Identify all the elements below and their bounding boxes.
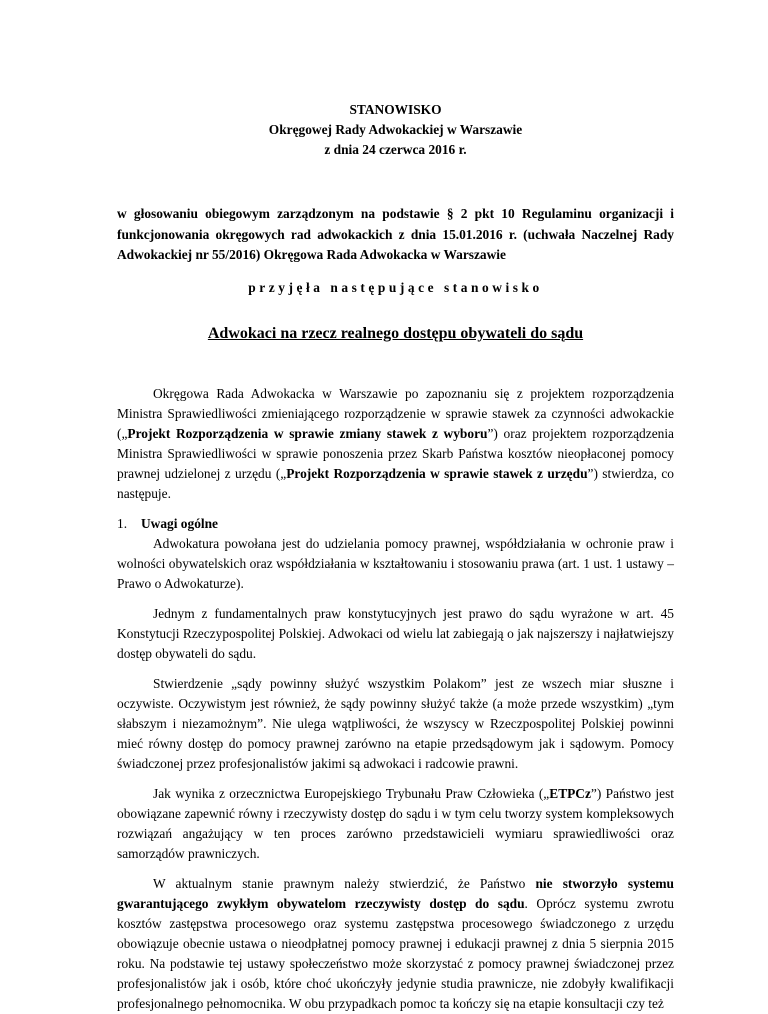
paragraph-1 [117,384,674,504]
date-line: z dnia 24 czerwca 2016 r. [324,142,467,157]
paragraph-2: Adwokatura powołana jest do udzielania pomocy prawnej, współdziałania w ochronie praw i wolności obywatelskich oraz współdziałania w kształtowaniu i stosowaniu prawa (art. 1 ust. 1 ustawy – Prawo o Adwokaturze). [117,535,674,591]
paragraph-5 [117,784,674,864]
paragraph-3: Jednym z fundamentalnych praw konstytucyjnych jest prawo do sądu wyrażone w art. 45 Konstytucji Rzeczypospolitej Polskiej. Adwokaci od wielu lat zabiegają o jak najszerszy i najłatwiejszy dostęp obywateli do sądu. [117,605,674,661]
issuer-line: Okręgowej Rady Adwokackiej w Warszawie [268,122,523,137]
p5-text-a: Jak wynika z orzecznictwa Europejskiego Trybunału Praw Człowieka („ [153,785,550,801]
document-body [117,100,674,1014]
p1-text-a: Okręgowa Rada Adwokacka w Warszawie po zapoznaniu się z projektem rozporządzenia Ministra Sprawiedliwości zmieniającego rozporządzenie w sprawie stawek za czynności adwokackie („ [117,385,674,441]
doc-title: STANOWISKO [349,102,442,117]
section-1-heading [117,514,674,534]
adopted-line: przyjęła następujące stanowisko [248,279,543,295]
p5-bold-b: ETPCz [549,785,591,801]
paragraph-6 [117,874,674,1014]
p5-text-c: ”) Państwo jest obowiązane zapewnić równy i rzeczywisty dostęp do sądu i w tym celu tworzy system kompleksowych rozwiązań angażujący w ten proces zarówno przedstawicieli wymiaru sprawiedliwości oraz samorządów prawniczych. [117,785,675,861]
p6-bold-b: nie stworzyło systemu gwarantującego zwykłym obywatelom rzeczywisty dostęp do sądu [117,875,674,911]
section-number: 1. [117,515,128,531]
p1-text-e: ”) stwierdza, co następuje. [117,465,674,501]
intro-paragraph: w głosowaniu obiegowym zarządzonym na podstawie § 2 pkt 10 Regulaminu organizacji i funkcjonowania okręgowych rad adwokackich z dnia 15.01.2016 r. (uchwała Naczelnej Rady Adwokackiej nr 55/2016) Okręgowa Rada Adwokacka w Warszawie [117,206,674,262]
p6-text-c: . Oprócz systemu zwrotu kosztów zastępstwa procesowego oraz systemu zastępstwa procesowego świadczonego z urzędu obowiązuje obecnie ustawa o nieodpłatnej pomocy prawnej i edukacji prawnej z dnia 5 sierpnia 2015 roku. Na podstawie tej ustawy społeczeństwo może skorzystać z pomocy prawnej świadczonej przez profesjonalistów jak i osób, które choć ukończyły jedynie studia prawnicze, nie zdobyły kwalifikacji profesjonalnego pełnomocnika. W obu przypadkach pomoc ta kończy się na etapie konsultacji czy też [117,895,674,1011]
statement-headline: Adwokaci na rzecz realnego dostępu obywateli do sądu [207,324,584,342]
p6-text-a: W aktualnym stanie prawnym należy stwierdzić, że Państwo [153,875,536,891]
p1-text-c: ”) oraz projektem rozporządzenia Ministra Sprawiedliwości w sprawie ponoszenia przez Skarb Państwa kosztów nieopłaconej pomocy prawnej udzielonej z urzędu („ [117,425,674,481]
p1-bold-d: Projekt Rozporządzenia w sprawie stawek z urzędu [286,465,588,481]
section-title: Uwagi ogólne [141,515,218,531]
paragraph-4: Stwierdzenie „sądy powinny służyć wszystkim Polakom” jest ze wszech miar słuszne i oczywiste. Oczywistym jest również, że sądy powinny służyć także (a może przede wszystkim) „tym słabszym i niezamożnym”. Nie ulega wątpliwości, że wszyscy w Rzeczpospolitej Polskiej powinni mieć równy dostęp do pomocy prawnej zarówno na etapie przedsądowym jak i sądowym. Pomocy świadczonej przez profesjonalistów jakimi są adwokaci i radcowie prawni. [117,675,674,771]
p1-bold-b: Projekt Rozporządzenia w sprawie zmiany stawek z wyboru [127,425,488,441]
